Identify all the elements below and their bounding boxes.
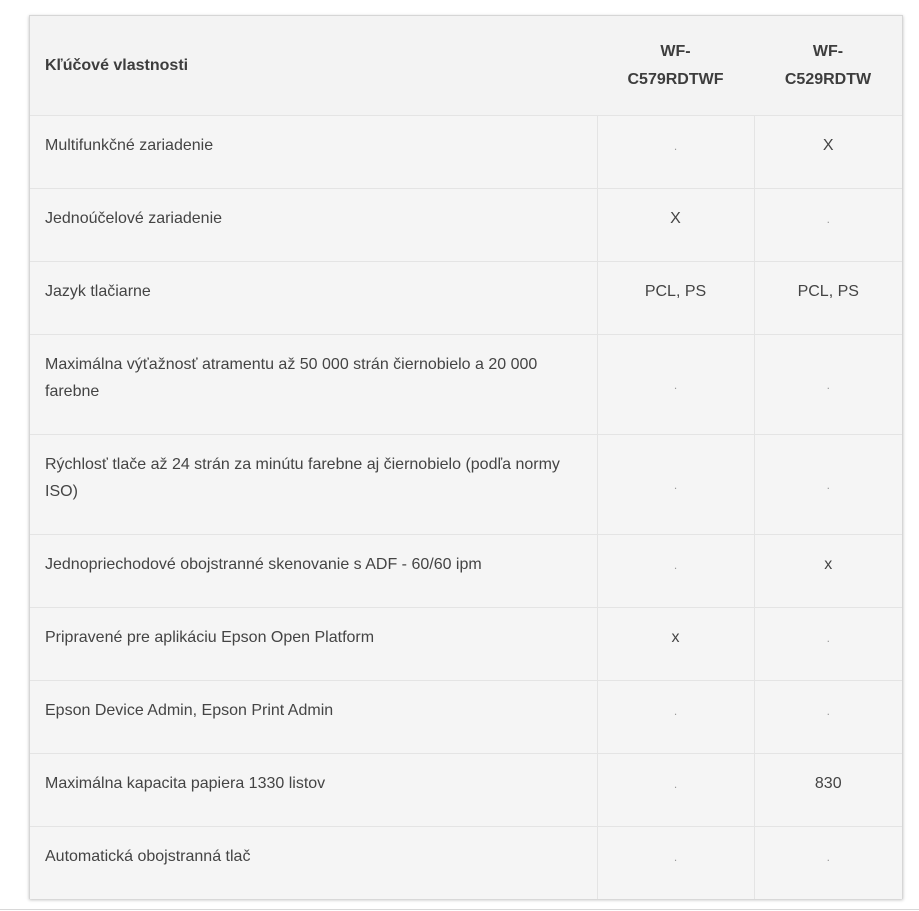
model-a-cell: . <box>597 681 754 754</box>
table-row <box>30 827 902 899</box>
table-row <box>30 335 902 435</box>
model-b-cell: . <box>754 435 902 535</box>
feature-cell: Maximálna výťažnosť atramentu až 50 000 strán čiernobielo a 20 000 farebne <box>30 335 597 435</box>
model-b-cell: . <box>754 189 902 262</box>
feature-cell: Rýchlosť tlače až 24 strán za minútu farebne aj čiernobielo (podľa normy ISO) <box>30 435 597 535</box>
feature-cell: Pripravené pre aplikáciu Epson Open Platform <box>30 608 597 681</box>
feature-cell: Jednoúčelové zariadenie <box>30 189 597 262</box>
table-row <box>30 435 902 535</box>
table-row <box>30 535 902 608</box>
model-a-header-line2: C579RDTWF <box>627 70 724 88</box>
model-a-header-line1: WF- <box>660 42 691 60</box>
page-divider <box>0 909 919 910</box>
table-row <box>30 754 902 827</box>
model-a-cell: . <box>597 116 754 189</box>
model-b-header-line2: C529RDTW <box>784 70 872 88</box>
table-row <box>30 262 902 335</box>
model-a-column-header <box>597 16 754 116</box>
model-b-cell: . <box>754 827 902 899</box>
table-row <box>30 189 902 262</box>
feature-cell: Automatická obojstranná tlač <box>30 827 597 899</box>
comparison-table-container <box>29 15 903 899</box>
model-a-cell: . <box>597 535 754 608</box>
model-a-cell: . <box>597 827 754 899</box>
feature-cell: Multifunkčné zariadenie <box>30 116 597 189</box>
table-header-row <box>30 16 902 116</box>
comparison-table <box>30 16 902 899</box>
model-b-cell: . <box>754 335 902 435</box>
model-b-cell: 830 <box>754 754 902 827</box>
model-b-cell: . <box>754 681 902 754</box>
model-a-cell: . <box>597 754 754 827</box>
model-b-cell: X <box>754 116 902 189</box>
feature-cell: Maximálna kapacita papiera 1330 listov <box>30 754 597 827</box>
feature-column-header: Kľúčové vlastnosti <box>30 16 597 116</box>
model-b-cell: . <box>754 608 902 681</box>
model-b-cell: x <box>754 535 902 608</box>
model-b-header-line1: WF- <box>812 42 844 60</box>
table-row <box>30 681 902 754</box>
model-b-cell: PCL, PS <box>754 262 902 335</box>
model-a-cell: x <box>597 608 754 681</box>
table-row <box>30 608 902 681</box>
model-a-cell: . <box>597 335 754 435</box>
model-a-cell: . <box>597 435 754 535</box>
model-a-cell: PCL, PS <box>597 262 754 335</box>
feature-cell: Epson Device Admin, Epson Print Admin <box>30 681 597 754</box>
feature-cell: Jazyk tlačiarne <box>30 262 597 335</box>
feature-cell: Jednopriechodové obojstranné skenovanie s ADF - 60/60 ipm <box>30 535 597 608</box>
table-row <box>30 116 902 189</box>
model-a-cell: X <box>597 189 754 262</box>
model-b-column-header <box>754 16 902 116</box>
